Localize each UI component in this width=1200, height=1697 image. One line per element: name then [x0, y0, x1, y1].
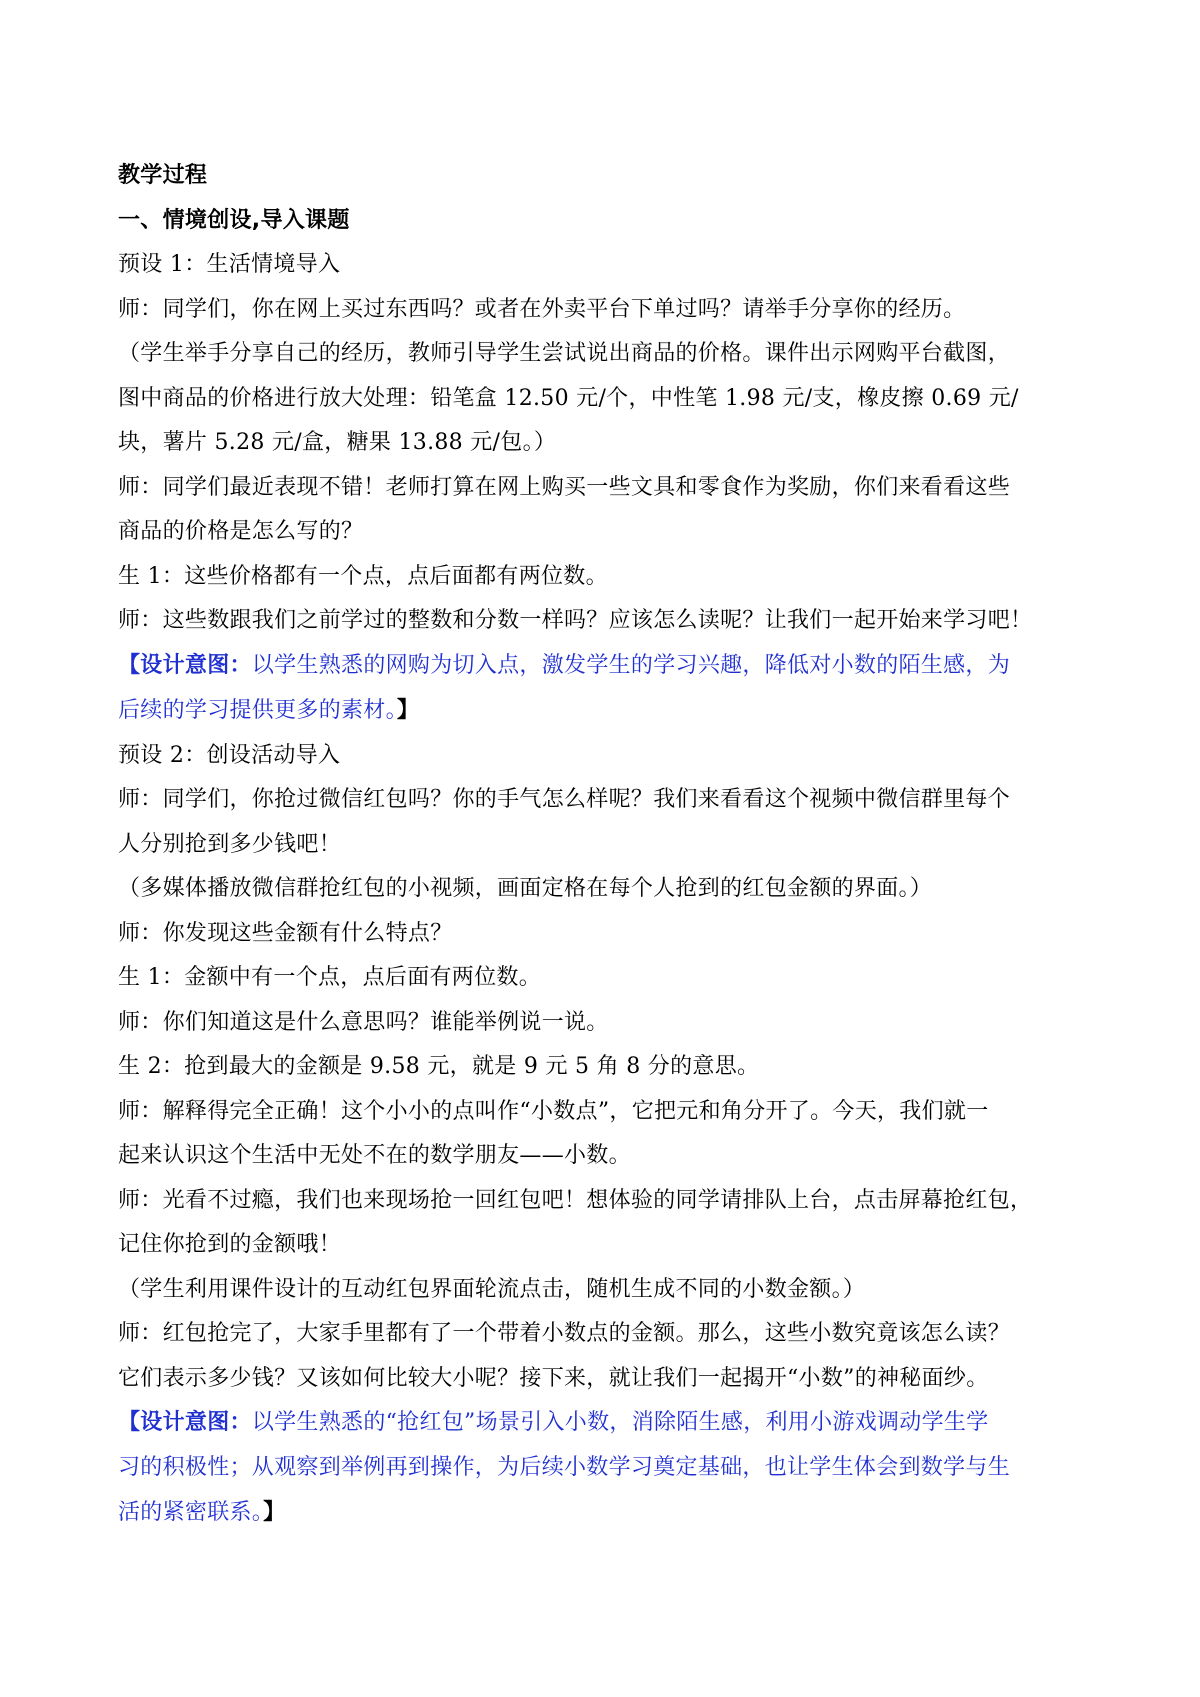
design-intent-end: 】 [263, 1499, 286, 1525]
paragraph-line: 生 1：金额中有一个点，点后面有两位数。 [118, 965, 541, 990]
paragraph-line: 预设 2：创设活动导入 [118, 742, 341, 768]
design-intent-label: 【设计意图： [118, 652, 252, 678]
paragraph-line: （多媒体播放微信群抢红包的小视频，画面定格在每个人抢到的红包金额的界面。） [118, 876, 933, 901]
paragraph-line: 师：同学们，你抢过微信红包吗？你的手气怎么样呢？我们来看看这个视频中微信群里每个 [118, 787, 1011, 812]
design-intent-text: 以学生熟悉的网购为切入点，激发学生的学习兴趣，降低对小数的陌生感，为 [251, 652, 1011, 678]
paragraph-line: 师：同学们，你在网上买过东西吗？或者在外卖平台下单过吗？请举手分享你的经历。 [118, 296, 966, 322]
paragraph-line: （学生举手分享自己的经历，教师引导学生尝试说出商品的价格。课件出示网购平台截图， [118, 341, 1011, 366]
paragraph-line: 师：你们知道这是什么意思吗？谁能举例说一说。 [118, 1009, 609, 1035]
paragraph-line: 师：解释得完全正确！这个小小的点叫作“小数点”，它把元和角分开了。今天，我们就一 [118, 1098, 989, 1124]
document-body [118, 154, 1098, 1536]
paragraph-line: 生 1：这些价格都有一个点，点后面都有两位数。 [118, 563, 608, 589]
section-heading: 一、情境创设,导入课题 [118, 207, 350, 233]
document-title: 教学过程 [118, 163, 208, 188]
design-intent-1-cont [118, 688, 1098, 734]
design-intent-2-end [118, 1490, 1098, 1536]
paragraph-line: 预设 1：生活情境导入 [118, 252, 341, 277]
design-intent-2 [118, 1401, 1098, 1446]
paragraph-line: 生 2：抢到最大的金额是 9.58 元，就是 9 元 5 角 8 分的意思。 [118, 1054, 760, 1079]
paragraph-line: 师：同学们最近表现不错！老师打算在网上购买一些文具和零食作为奖励，你们来看看这些 [118, 474, 1011, 500]
paragraph-line: （学生利用课件设计的互动红包界面轮流点击，随机生成不同的小数金额。） [118, 1276, 866, 1302]
design-intent-2-cont [118, 1446, 1098, 1491]
paragraph-line: 起来认识这个生活中无处不在的数学朋友——小数。 [118, 1143, 631, 1168]
paragraph-line: 师：红包抢完了，大家手里都有了一个带着小数点的金额。那么，这些小数究竟该怎么读？ [118, 1321, 1011, 1346]
paragraph-line: 记住你抢到的金额哦！ [118, 1232, 342, 1257]
paragraph-line: 师：这些数跟我们之前学过的整数和分数一样吗？应该怎么读呢？让我们一起开始来学习吧！ [118, 608, 1033, 633]
design-intent-end: 】 [396, 697, 420, 723]
design-intent-1 [118, 644, 1098, 689]
design-intent-text: 习的积极性；从观察到举例再到操作，为后续小数学习奠定基础，也让学生体会到数学与生 [118, 1454, 1011, 1480]
design-intent-text: 以学生熟悉的“抢红包”场景引入小数，消除陌生感，利用小游戏调动学生学 [251, 1410, 989, 1435]
paragraph-line: 师：光看不过瘾，我们也来现场抢一回红包吧！想体验的同学请排队上台，点击屏幕抢红包， [118, 1187, 1033, 1213]
paragraph-line: 图中商品的价格进行放大处理：铅笔盒 12.50 元/个，中性笔 1.98 元/支，橡皮擦 0.69 元/ [118, 385, 1019, 411]
paragraph-line: 它们表示多少钱？又该如何比较大小呢？接下来，就让我们一起揭开“小数”的神秘面纱。 [118, 1365, 989, 1391]
paragraph-line: 人分别抢到多少钱吧！ [118, 831, 342, 857]
paragraph-line: 商品的价格是怎么写的？ [118, 519, 364, 544]
paragraph-line: 块，薯片 5.28 元/盒，糖果 13.88 元/包。） [118, 430, 557, 455]
paragraph-line: 师：你发现这些金额有什么特点？ [118, 920, 453, 946]
design-intent-label: 【设计意图： [118, 1410, 252, 1435]
design-intent-text: 后续的学习提供更多的素材。 [118, 698, 397, 723]
design-intent-text: 活的紧密联系。 [118, 1500, 264, 1525]
